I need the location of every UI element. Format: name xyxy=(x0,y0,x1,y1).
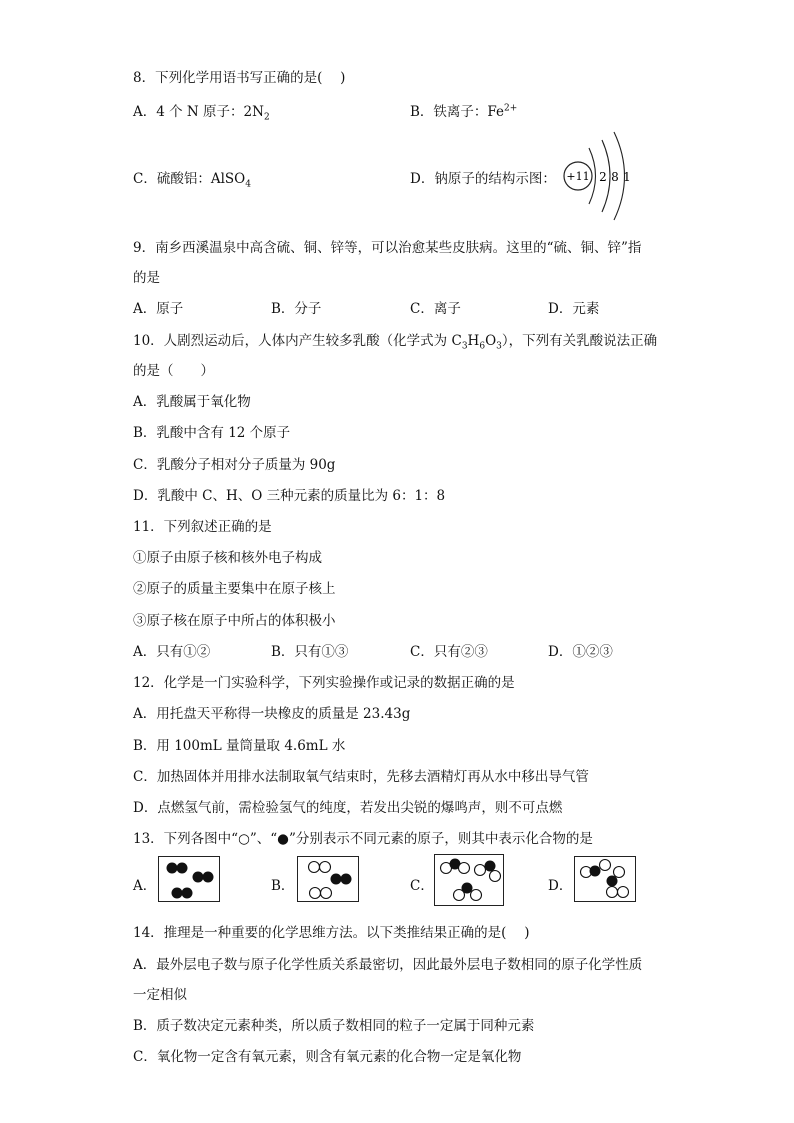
q14-option-c: C．氧化物一定含有氧元素，则含有氧元素的化合物一定是氧化物 xyxy=(133,1049,522,1065)
q13-option-b-diagram xyxy=(297,856,359,902)
q10-formula-sub-c: 3 xyxy=(461,341,468,352)
q10-option-d: D．乳酸中 C、H、O 三种元素的质量比为 6：1：8 xyxy=(133,488,446,504)
q8-option-c xyxy=(133,167,251,190)
hollow-atom xyxy=(600,860,611,871)
q10-option-c: C．乳酸分子相对分子质量为 90g xyxy=(133,457,336,473)
q11-statement-3: ③原子核在原子中所占的体积极小 xyxy=(133,613,336,629)
q9-option-b: B．分子 xyxy=(271,301,322,317)
shell-3-count: 1 xyxy=(623,170,631,184)
shell-1-count: 2 xyxy=(599,170,607,184)
q8-option-b xyxy=(410,100,517,120)
q13-option-d-diagram xyxy=(574,856,636,902)
q9-option-c: C．离子 xyxy=(410,301,461,317)
q11-option-c: C．只有②③ xyxy=(410,644,488,660)
q11-statement-2: ②原子的质量主要集中在原子核上 xyxy=(133,581,336,597)
q11-option-a: A．只有①② xyxy=(133,644,211,660)
filled-atom xyxy=(167,863,178,874)
filled-atom xyxy=(485,861,496,872)
hollow-atom xyxy=(475,865,486,876)
hollow-atom xyxy=(310,888,321,899)
q13-stem: 13．下列各图中“○”、“●”分别表示不同元素的原子，则其中表示化合物的是 xyxy=(133,831,593,847)
q8-option-a xyxy=(133,100,270,123)
q14-option-a-line2: 一定相似 xyxy=(133,987,187,1003)
q14-option-b: B．质子数决定元素种类，所以质子数相同的粒子一定属于同种元素 xyxy=(133,1018,535,1034)
filled-atom xyxy=(203,872,214,883)
q9-stem-line1: 9．南乡西溪温泉中高含硫、铜、锌等，可以治愈某些皮肤病。这里的“硫、铜、锌”指 xyxy=(133,240,642,256)
q9-option-a: A．原子 xyxy=(133,301,184,317)
q8-option-b-superscript: 2+ xyxy=(504,103,518,114)
hollow-atom xyxy=(607,887,618,898)
q9-stem-line2: 的是 xyxy=(133,270,160,286)
q14-option-a-line1: A．最外层电子数与原子化学性质关系最密切，因此最外层电子数相同的原子化学性质 xyxy=(133,957,643,973)
filled-atom xyxy=(193,872,204,883)
q8-option-a-subscript: 2 xyxy=(263,112,270,123)
q8-stem: 8．下列化学用语书写正确的是( ) xyxy=(133,70,346,86)
q12-option-c: C．加热固体并用排水法制取氧气结束时，先移去酒精灯再从水中移出导气管 xyxy=(133,769,589,785)
q13-option-a-diagram xyxy=(158,856,220,902)
filled-atom xyxy=(590,866,601,877)
q13-option-d-label: D． xyxy=(548,878,573,894)
q10-stem-text-b: ），下列有关乳酸说法正确 xyxy=(501,333,658,349)
q10-stem-line2: 的是（ ） xyxy=(133,363,214,379)
q13-option-c-diagram xyxy=(434,854,504,906)
q13-option-a-label: A． xyxy=(133,878,157,894)
q14-stem: 14．推理是一种重要的化学思维方法。以下类推结果正确的是( ) xyxy=(133,925,530,941)
hollow-atom xyxy=(471,890,482,901)
filled-atom xyxy=(607,876,618,887)
q12-option-b: B．用 100mL 量筒量取 4.6mL 水 xyxy=(133,738,346,754)
q12-option-d: D．点燃氢气前，需检验氢气的纯度，若发出尖锐的爆鸣声，则不可点燃 xyxy=(133,800,563,816)
filled-atom xyxy=(172,888,183,899)
q8-option-c-subscript: 4 xyxy=(245,179,251,190)
hollow-atom xyxy=(490,871,501,882)
hollow-atom xyxy=(320,862,331,873)
q10-stem-text-a: 10．人剧烈运动后，人体内产生较多乳酸（化学式为 C xyxy=(133,333,462,349)
filled-atom xyxy=(331,874,342,885)
q8-option-c-text: C．硫酸铝：AlSO xyxy=(133,171,246,187)
hollow-atom xyxy=(614,867,625,878)
filled-atom xyxy=(177,863,188,874)
sodium-atom-diagram xyxy=(558,126,638,222)
q10-stem-line1 xyxy=(133,329,657,352)
filled-atom xyxy=(182,888,193,899)
q8-option-a-text: A．4 个 N 原子：2N xyxy=(133,104,264,120)
q11-option-b: B．只有①③ xyxy=(271,644,349,660)
q10-formula-sub-o: 3 xyxy=(496,341,502,352)
q10-option-a: A．乳酸属于氧化物 xyxy=(133,394,251,410)
q11-option-d: D．①②③ xyxy=(548,644,613,660)
q12-option-a: A．用托盘天平称得一块橡皮的质量是 23.43g xyxy=(133,706,411,722)
q10-formula-o: O xyxy=(485,333,497,349)
shell-2-count: 8 xyxy=(611,170,619,184)
q11-stem: 11．下列叙述正确的是 xyxy=(133,519,272,535)
nucleus-charge: +11 xyxy=(566,170,590,183)
q13-option-c-label: C． xyxy=(410,878,434,894)
hollow-atom xyxy=(309,862,320,873)
q13-option-b-label: B． xyxy=(271,878,295,894)
q8-option-d: D．钠原子的结构示图： xyxy=(410,171,556,187)
q12-stem: 12．化学是一门实验科学，下列实验操作或记录的数据正确的是 xyxy=(133,675,515,691)
q10-formula-h: H xyxy=(467,333,480,349)
q11-statement-1: ①原子由原子核和核外电子构成 xyxy=(133,550,322,566)
q10-option-b: B．乳酸中含有 12 个原子 xyxy=(133,425,291,441)
hollow-atom xyxy=(321,888,332,899)
q10-formula-sub-h: 6 xyxy=(479,341,486,352)
filled-atom xyxy=(341,874,352,885)
q9-option-d: D．元素 xyxy=(548,301,600,317)
hollow-atom xyxy=(459,863,470,874)
q8-option-b-text: B．铁离子：Fe xyxy=(410,104,505,120)
hollow-atom xyxy=(618,887,629,898)
